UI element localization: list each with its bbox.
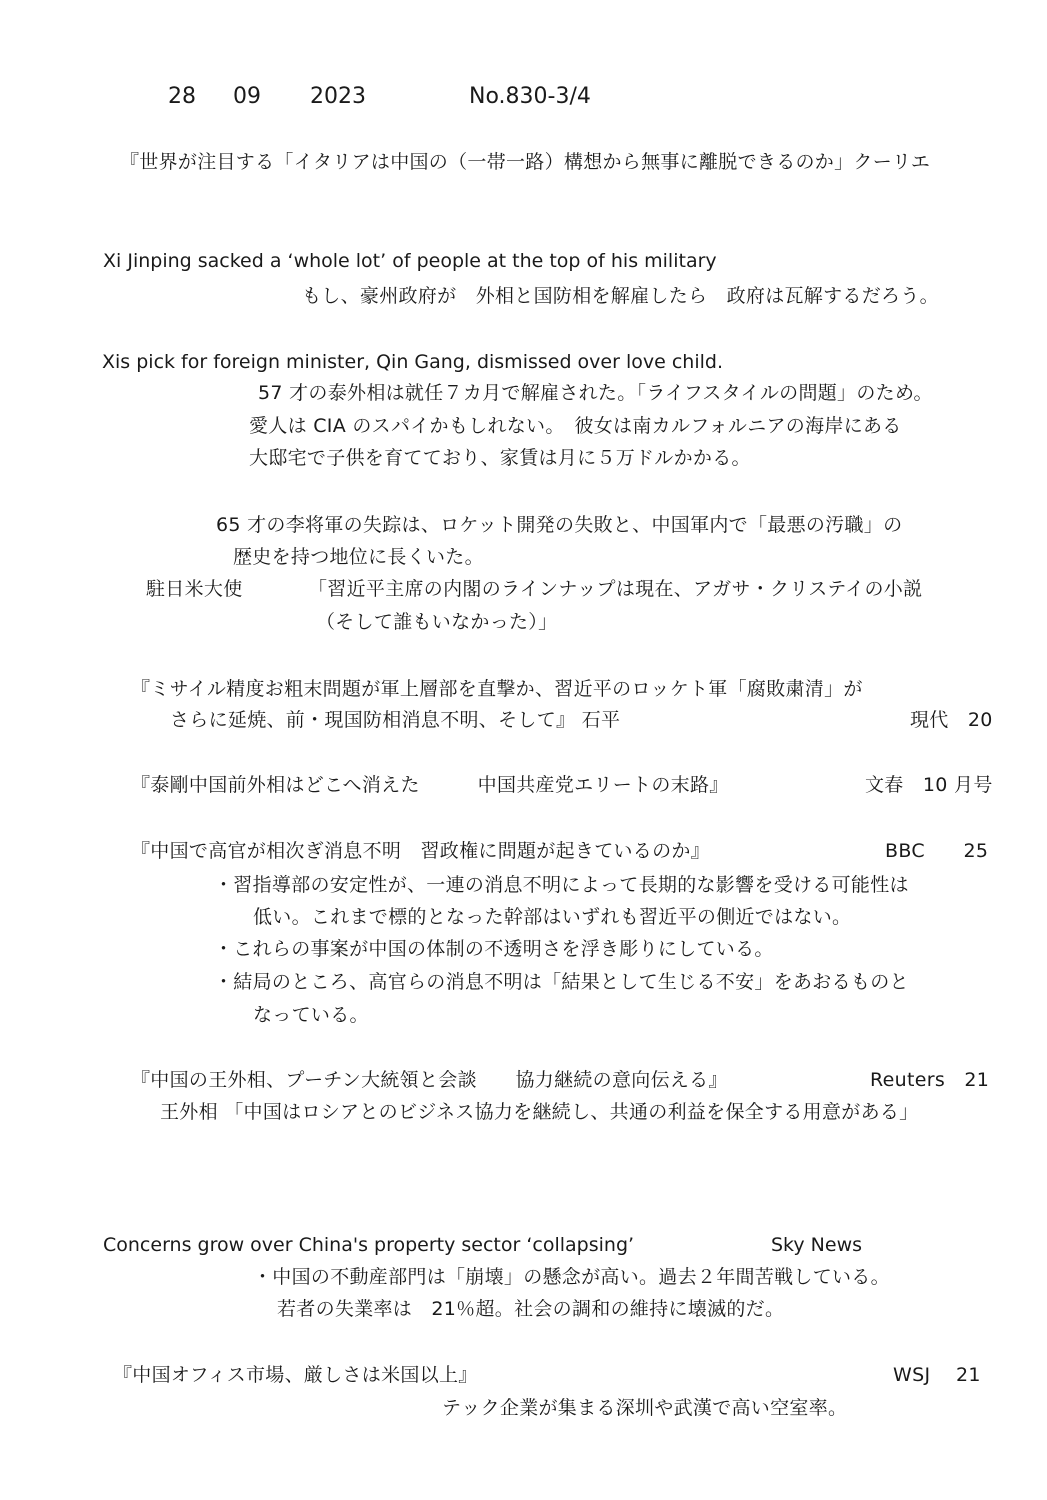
headline-property-sector: Concerns grow over China's property sector ‘collapsing’ <box>103 1234 635 1256</box>
wang-quote: 王外相 「中国はロシアとのビジネス協力を継続し、共通の利益を保全する用意がある」 <box>160 1101 919 1123</box>
source-bbc: BBC 25 <box>885 840 989 862</box>
date-year: 2023 <box>310 84 366 109</box>
headline-reuters: 『中国の王外相、プーチン大統領と会談 協力継続の意向伝える』 <box>131 1069 728 1091</box>
ambassador-quote-1: 「習近平主席の内閣のラインナップは現在、アガサ・クリステイの小説 <box>308 578 923 600</box>
bbc-bullet-2: ・これらの事案が中国の体制の不透明さを浮き彫りにしている。 <box>214 938 774 960</box>
general-li-line-2: 歴史を持つ地位に長くいた。 <box>233 546 484 568</box>
property-bullet-1: ・中国の不動産部門は「崩壊」の懸念が高い。過去２年間苦戦している。 <box>253 1266 890 1288</box>
qin-gang-line-3: 大邸宅で子供を育てており、家賃は月に５万ドルかかる。 <box>249 447 751 469</box>
headline-qin-gang: Xis pick for foreign minister, Qin Gang, dismissed over love child. <box>102 351 723 373</box>
source-reuters: Reuters 21 <box>870 1069 990 1091</box>
headline-xi-sacked: Xi Jinping sacked a ‘whole lot’ of people at the top of his military <box>103 250 717 272</box>
property-bullet-1-cont: 若者の失業率は 21％超。社会の調和の維持に壊滅的だ。 <box>277 1298 785 1320</box>
bbc-bullet-1-cont: 低い。これまで標的となった幹部はいずれも習近平の側近ではない。 <box>253 906 852 928</box>
ambassador-label: 駐日米大使 <box>146 578 243 600</box>
headline-missile-1: 『ミサイル精度お粗末問題が軍上層部を直撃か、習近平のロッケト軍「腐敗粛清」が <box>131 678 863 700</box>
ambassador-quote-2: （そして誰もいなかった）」 <box>316 611 558 633</box>
source-wsj: WSJ 21 <box>893 1364 981 1386</box>
source-bunshun: 文春 10 月号 <box>865 774 993 796</box>
document-number: No.830-3/4 <box>469 84 591 109</box>
general-li-line-1: 65 才の李将軍の失踪は、ロケット開発の失敗と、中国軍内で「最悪の汚職」の <box>216 514 903 536</box>
headline-office-market: 『中国オフィス市場、厳しさは米国以上』 <box>113 1364 478 1386</box>
bbc-bullet-3: ・結局のところ、高官らの消息不明は「結果として生じる不安」をあおるものと <box>214 971 909 993</box>
office-market-detail: テック企業が集まる深圳や武漢で高い空室率。 <box>442 1397 848 1419</box>
comment-australia: もし、豪州政府が 外相と国防相を解雇したら 政府は瓦解するだろう。 <box>302 285 939 307</box>
headline-italy: 『世界が注目する「イタリアは中国の（一帯一路）構想から無事に離脱できるのか」クーリエ <box>120 151 931 173</box>
bbc-bullet-3-cont: なっている。 <box>253 1004 369 1026</box>
bbc-bullet-1: ・習指導部の安定性が、一連の消息不明によって長期的な影響を受ける可能性は <box>214 874 909 896</box>
source-sky-news: Sky News <box>771 1234 863 1256</box>
headline-missile-2: さらに延焼、前・現国防相消息不明、そして』 石平 <box>170 709 621 731</box>
source-gendai: 現代 20 <box>910 709 993 731</box>
headline-bunshun: 『泰剛中国前外相はどこへ消えた 中国共産党エリートの末路』 <box>131 774 729 796</box>
date-month: 09 <box>233 84 261 109</box>
date-day: 28 <box>168 84 196 109</box>
qin-gang-line-1: 57 才の泰外相は就任７カ月で解雇された。「ライフスタイルの問題」のため。 <box>258 382 933 404</box>
qin-gang-line-2: 愛人は CIA のスパイかもしれない。 彼女は南カルフォルニアの海岸にある <box>249 415 902 437</box>
headline-bbc: 『中国で高官が相次ぎ消息不明 習政権に問題が起きているのか』 <box>131 840 711 862</box>
